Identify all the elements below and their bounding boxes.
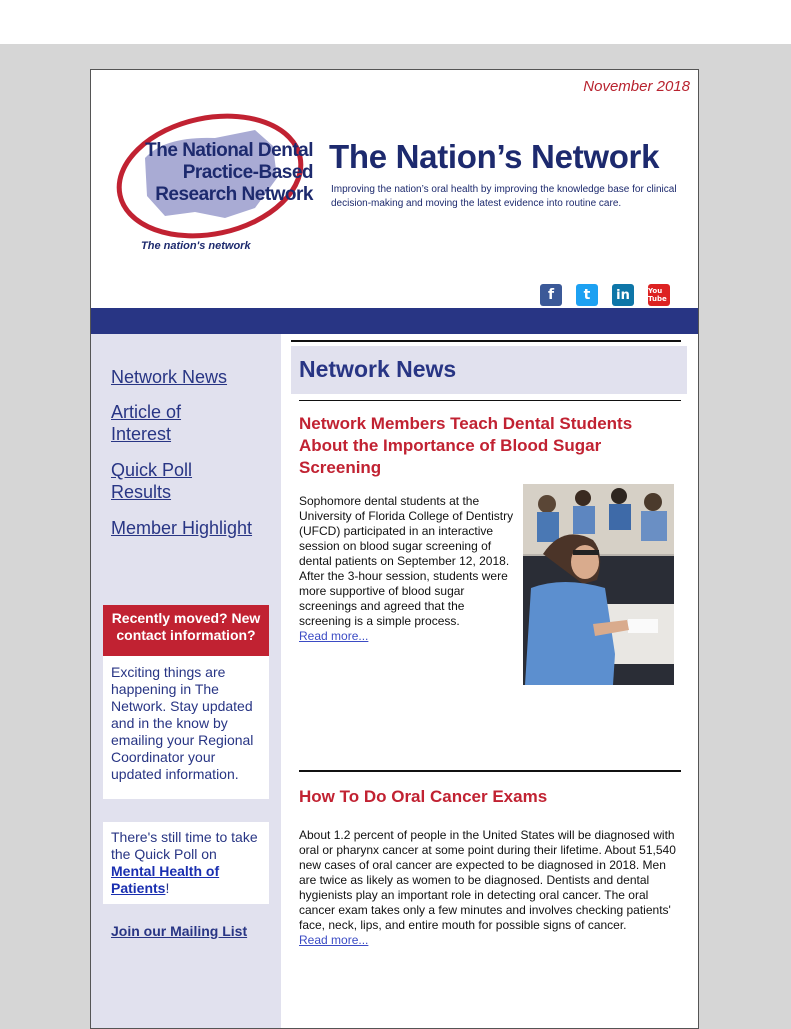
article-title[interactable]: Network Members Teach Dental Students About the Importance of Blood Sugar Screening [299,414,633,477]
quick-poll-box [103,822,269,904]
quick-poll-link[interactable]: Mental Health of Patients [111,863,220,896]
youtube-icon[interactable]: You Tube [648,284,670,306]
issue-date: November 2018 [583,78,690,95]
read-more-link[interactable]: Read more... [299,629,369,643]
sidebar-link-member-highlight[interactable]: Member Highlight [111,518,253,538]
join-mailing-list-link[interactable]: Join our Mailing List [111,923,248,939]
section-title: Network News [299,356,457,382]
newsletter-subtitle: Improving the nation’s oral health by improving the knowledge base for clinical decision-making and moving the latest evidence into routine care. [331,184,677,209]
facebook-icon[interactable]: f [540,284,562,306]
article-body [299,494,519,644]
contact-update-text: Exciting things are happening in The Network. Stay updated and in the know by emailing your Regional Coordinator your updated information. [111,664,254,782]
twitter-icon[interactable]: t [576,284,598,306]
divider [299,400,681,401]
logo-wordmark: The National Dental Practice-Based Research Network [145,140,313,205]
article-text: Sophomore dental students at the University of Florida College of Dentistry (UFCD) participated in an interactive session on blood sugar screening of dental patients on September 12, 2018. After the 3-hour session, students were more supportive of blood sugar screenings and agreed that the screening is a simple process. [299,494,514,628]
header-bar [91,308,699,334]
article-body [299,828,685,948]
article-text: About 1.2 percent of people in the United States will be diagnosed with oral or pharynx cancer at some point during their lifetime. About 51,540 new cases of oral cancer are expected to be diagnosed in 2018. Men are twice as likely as women to be diagnosed. Dentists and dental hygienists play an important role in detecting oral cancer. The oral cancer exam takes only a few minutes and involves checking patients' face, neck, lips, and entire mouth for possible signs of cancer. [299,828,676,932]
social-links [540,284,670,306]
contact-update-box [103,605,269,799]
article-title[interactable]: How To Do Oral Cancer Exams [299,787,548,806]
quick-poll-text: There's still time to take the Quick Poll on [111,829,258,862]
sidebar-link-quick-poll-results[interactable]: Quick Poll Results [111,460,193,502]
logo-tagline: The nation's network [141,240,251,252]
sidebar-link-article-of-interest[interactable]: Article of Interest [111,402,182,444]
newsletter-title: The Nation’s Network [329,138,660,175]
divider [299,770,681,772]
quick-poll-end: ! [165,880,170,896]
linkedin-icon[interactable]: in [612,284,634,306]
section-header [291,346,687,394]
read-more-link[interactable]: Read more... [299,933,369,947]
page-top-band [0,0,791,44]
sidebar-link-network-news[interactable]: Network News [111,367,228,387]
contact-update-heading: Recently moved? New contact information? [103,605,269,656]
article-photo [523,484,674,685]
newsletter [90,69,699,1029]
divider [291,340,681,342]
